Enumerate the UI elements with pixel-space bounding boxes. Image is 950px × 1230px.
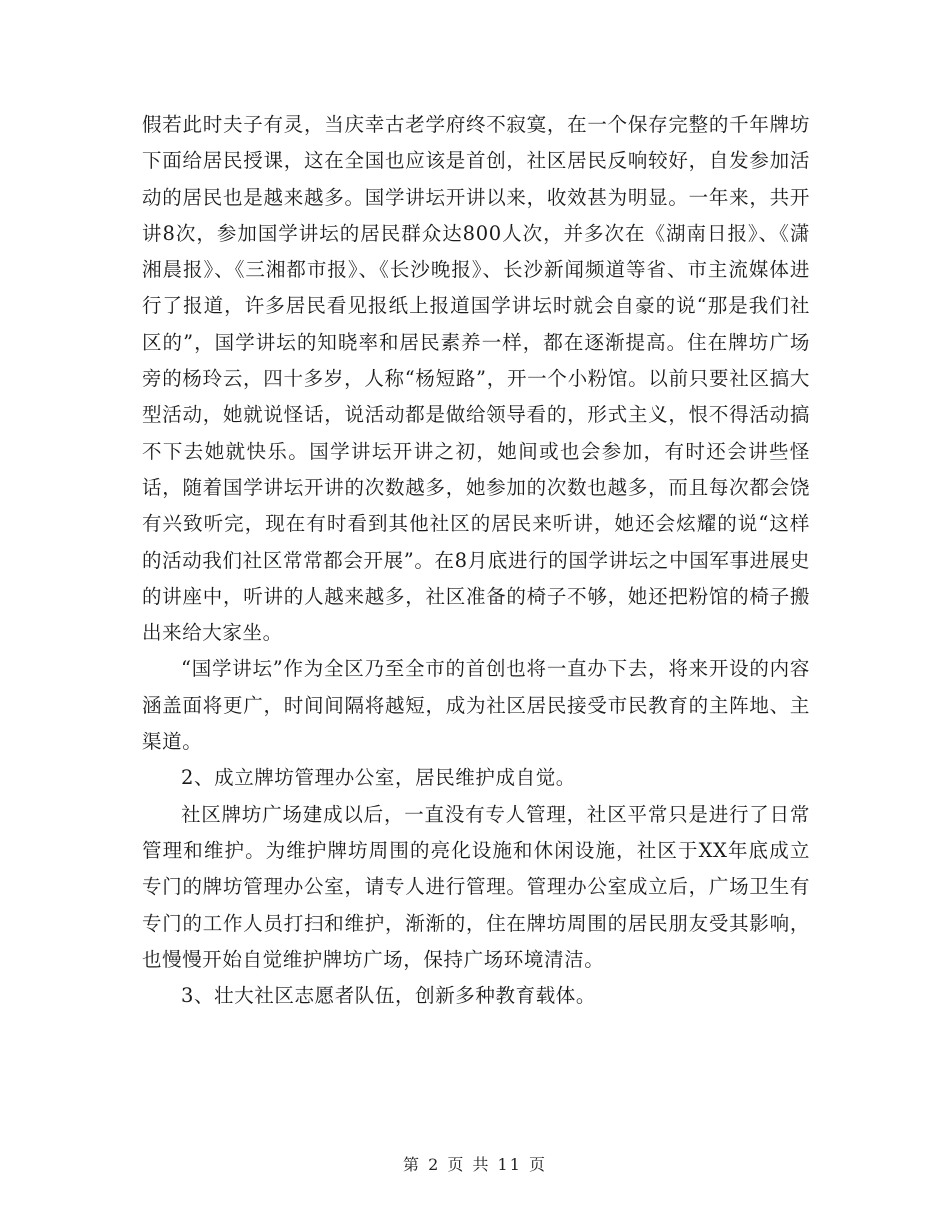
paragraph-archway-management: 社区牌坊广场建成以后，一直没有专人管理，社区平常只是进行了日常管理和维护。为维护牌坊周围的亮化设施和休闲设施，社区于XX年底成立专门的牌坊管理办公室，请专人进行管理。管理办公室成立后，广场卫生有专门的工作人员打扫和维护，渐渐的，住在牌坊周围的居民朋友受其影响，也慢慢开始自觉维护牌坊广场，保持广场环境清洁。 <box>142 802 810 971</box>
section-heading-volunteers: 3、壮大社区志愿者队伍，创新多种教育载体。 <box>181 984 597 1008</box>
paragraph-forum-future: “国学讲坛”作为全区乃至全市的首创也将一直办下去，将来开设的内容涵盖面将更广，时间间隔将越短，成为社区居民接受市民教育的主阵地、主渠道。 <box>142 657 810 754</box>
section-heading-archway-office: 2、成立牌坊管理办公室，居民维护成自觉。 <box>181 766 576 790</box>
page-number-footer: 第 2 页 共 11 页 <box>403 1155 547 1174</box>
paragraph-national-studies-forum: 假若此时夫子有灵，当庆幸古老学府终不寂寞，在一个保存完整的千年牌坊下面给居民授课，这在全国也应该是首创，社区居民反响较好，自发参加活动的居民也是越来越多。国学讲坛开讲以来，收效甚为明显。一年来，共开讲8次，参加国学讲坛的居民群众达800人次，并多次在《湖南日报》、《潇湘晨报》、《三湘都市报》、《长沙晚报》、长沙新闻频道等省、市主流媒体进行了报道，许多居民看见报纸上报道国学讲坛时就会自豪的说“那是我们社区的”，国学讲坛的知晓率和居民素养一样，都在逐渐提高。住在牌坊广场旁的杨玲云，四十多岁，人称“杨短路”，开一个小粉馆。以前只要社区搞大型活动，她就说怪话，说活动都是做给领导看的，形式主义，恨不得活动搞不下去她就快乐。国学讲坛开讲之初，她间或也会参加，有时还会讲些怪话，随着国学讲坛开讲的次数越多，她参加的次数也越多，而且每次都会饶有兴致听完，现在有时看到其他社区的居民来听讲，她还会炫耀的说“这样的活动我们社区常常都会开展”。在8月底进行的国学讲坛之中国军事进展史的讲座中，听讲的人越来越多，社区准备的椅子不够，她还把粉馆的椅子搬出来给大家坐。 <box>142 113 810 645</box>
document-body <box>142 107 810 1014</box>
